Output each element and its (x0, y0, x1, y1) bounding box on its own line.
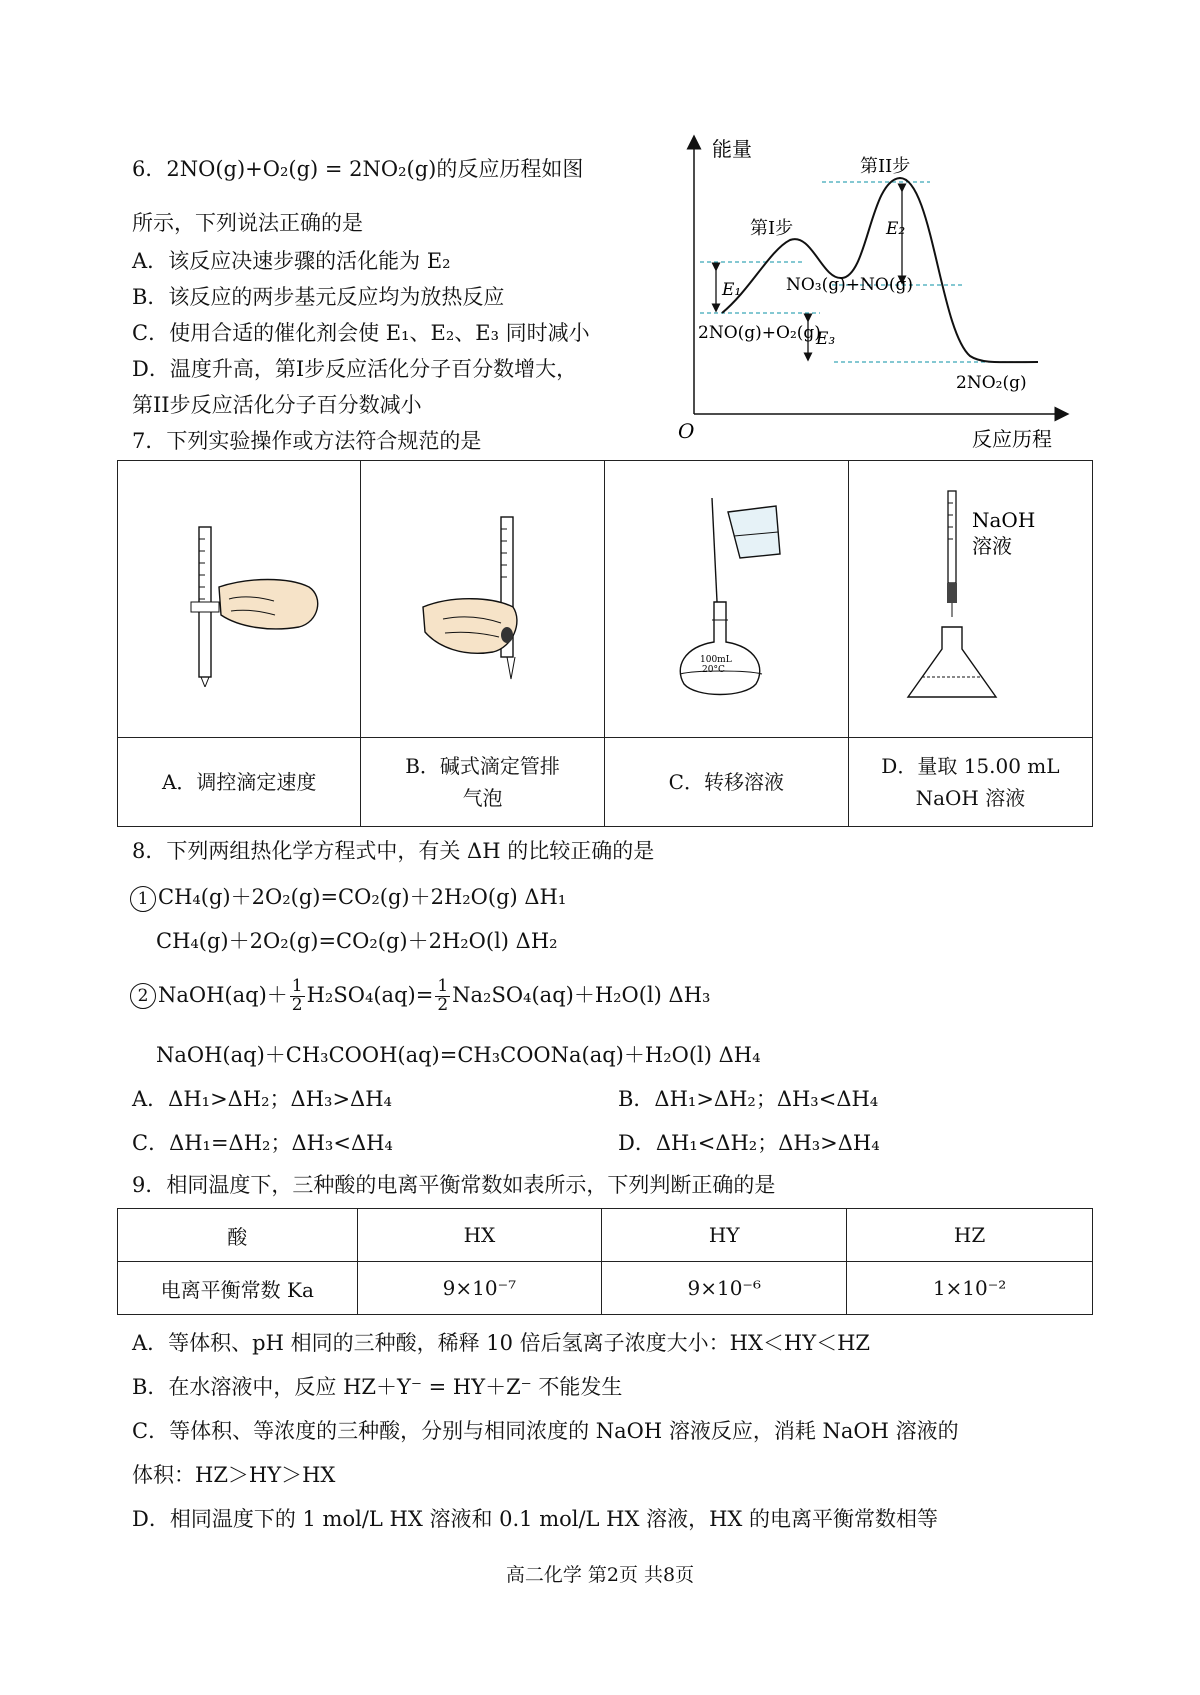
solution-label: 溶液 (972, 533, 1013, 558)
flask-mark-temp: 20°C (702, 664, 726, 675)
q8-eq2a: 2 NaOH(aq)＋ $\frac{1}{2}$ H₂SO₄(aq)= $\frac{1}{2}$ Na₂SO₄(aq)＋H₂O(l) ΔH₃ (130, 978, 710, 1015)
q9-option-c-cont: 体积：HZ＞HY＞HX (132, 1463, 336, 1487)
circled-number-2: 2 (130, 983, 156, 1009)
reactants-label: 2NO(g)+O₂(g) (698, 323, 821, 343)
q8-option-d: D．ΔH₁<ΔH₂；ΔH₃>ΔH₄ (618, 1131, 880, 1155)
burette-hand-illustration (139, 507, 339, 687)
ka-hx: 9×10⁻⁷ (357, 1262, 602, 1315)
q6-equation: 2NO(g)+O₂(g) = 2NO₂(g) (166, 157, 437, 181)
q9-stem: 9．相同温度下，三种酸的电离平衡常数如表所示，下列判断正确的是 (132, 1173, 776, 1197)
q8-eq1a: 1 CH₄(g)＋2O₂(g)=CO₂(g)＋2H₂O(g) ΔH₁ (130, 884, 566, 912)
pipette-naoh-illustration (860, 487, 1080, 707)
q7-figure-table (117, 460, 1093, 827)
figure-a (118, 461, 361, 738)
y-axis-label: 能量 (712, 137, 752, 161)
q6-option-a: A．该反应决速步骤的活化能为 E₂ (132, 249, 451, 273)
caption-a: A．调控滴定速度 (118, 738, 361, 827)
q8-eq1b: CH₄(g)＋2O₂(g)=CO₂(g)＋2H₂O(l) ΔH₂ (156, 929, 558, 953)
figure-b (361, 461, 604, 738)
caption-c: C．转移溶液 (604, 738, 848, 827)
header-hz: HZ (847, 1209, 1093, 1262)
e2-label: E₂ (886, 219, 906, 239)
e3-label: E₃ (816, 329, 836, 349)
base-burette-illustration (383, 507, 583, 687)
intermediate-label: NO₃(g)+NO(g) (786, 275, 913, 295)
circled-number-1: 1 (130, 886, 156, 912)
q6-option-d-cont: 第II步反应活化分子百分数减小 (132, 393, 422, 417)
header-hx: HX (357, 1209, 602, 1262)
fraction-half-2: $\frac{1}{2}$ (437, 976, 449, 1015)
energy-diagram (670, 130, 1080, 460)
q9-option-c: C．等体积、等浓度的三种酸，分别与相同浓度的 NaOH 溶液反应，消耗 NaOH 溶液的 (132, 1419, 959, 1443)
e1-label: E₁ (722, 280, 742, 300)
step1-label: 第I步 (750, 218, 794, 239)
q6-option-c: C．使用合适的催化剂会使 E₁、E₂、E₃ 同时减小 (132, 321, 590, 345)
q6-option-b: B．该反应的两步基元反应均为放热反应 (132, 285, 505, 309)
q8-stem: 8．下列两组热化学方程式中，有关 ΔH 的比较正确的是 (132, 839, 655, 863)
figure-d (848, 461, 1092, 738)
naoh-label: NaOH (972, 507, 1036, 532)
flask-mark-volume: 100mL (700, 654, 732, 665)
q6-option-d: D．温度升高，第I步反应活化分子百分数增大， (132, 357, 578, 381)
figure-c (604, 461, 848, 738)
row-label-ka: 电离平衡常数 Ka (118, 1262, 358, 1315)
page-footer: 高二化学 第2页 共8页 (505, 1564, 695, 1586)
q9-option-b: B．在水溶液中，反应 HZ＋Y⁻ = HY＋Z⁻ 不能发生 (132, 1375, 623, 1399)
q9-option-d: D．相同温度下的 1 mol/L HX 溶液和 0.1 mol/L HX 溶液，HX 的电离平衡常数相等 (132, 1507, 939, 1531)
q8-option-c: C．ΔH₁=ΔH₂；ΔH₃<ΔH₄ (132, 1131, 393, 1155)
product-label: 2NO₂(g) (956, 373, 1027, 393)
x-axis-label: 反应历程 (972, 427, 1052, 451)
volumetric-flask-illustration (616, 492, 836, 702)
ka-table (117, 1208, 1093, 1315)
q7-stem: 7．下列实验操作或方法符合规范的是 (132, 429, 482, 453)
ka-hz: 1×10⁻² (847, 1262, 1093, 1315)
ka-hy: 9×10⁻⁶ (602, 1262, 847, 1315)
origin-label: O (678, 419, 695, 443)
caption-d: D．量取 15.00 mL NaOH 溶液 (848, 738, 1092, 827)
caption-b: B．碱式滴定管排 气泡 (361, 738, 604, 827)
fraction-half-1: $\frac{1}{2}$ (291, 976, 303, 1015)
header-hy: HY (602, 1209, 847, 1262)
q6-stem: 6．2NO(g)+O₂(g) = 2NO₂(g)的反应历程如图 (132, 157, 584, 181)
q8-option-b: B．ΔH₁>ΔH₂；ΔH₃<ΔH₄ (618, 1087, 879, 1111)
q8-eq2b: NaOH(aq)＋CH₃COOH(aq)=CH₃COONa(aq)＋H₂O(l) ΔH₄ (156, 1043, 761, 1067)
q8-option-a: A．ΔH₁>ΔH₂；ΔH₃>ΔH₄ (132, 1087, 392, 1111)
step2-label: 第II步 (860, 156, 911, 177)
header-acid: 酸 (118, 1209, 358, 1262)
q9-option-a: A．等体积、pH 相同的三种酸，稀释 10 倍后氢离子浓度大小：HX＜HY＜HZ (132, 1331, 871, 1355)
q6-stem-line2: 所示，下列说法正确的是 (132, 211, 363, 235)
